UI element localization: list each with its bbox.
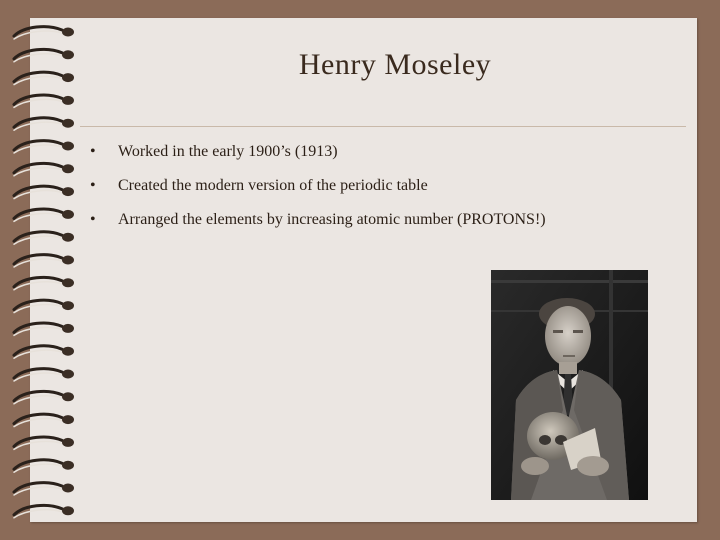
binding-ring: [14, 369, 74, 381]
bullet-text: Created the modern version of the periodic table: [118, 177, 428, 194]
bullet-dot: •: [90, 177, 96, 194]
binding-ring: [14, 255, 74, 267]
binding-ring: [14, 186, 74, 198]
bullet-item: [90, 172, 690, 206]
binding-ring: [14, 49, 74, 61]
binding-ring: [14, 414, 74, 426]
bullet-dot: •: [90, 211, 96, 228]
binding-ring: [14, 505, 74, 517]
bullet-dot: •: [90, 143, 96, 160]
bullet-text: Worked in the early 1900’s (1913): [118, 143, 338, 160]
bullet-text: Arranged the elements by increasing atomic number (PROTONS!): [118, 211, 546, 228]
spiral-binding: [0, 18, 80, 522]
binding-ring: [14, 163, 74, 175]
binding-ring: [14, 209, 74, 221]
binding-ring: [14, 141, 74, 153]
binding-ring: [14, 27, 74, 39]
binding-ring: [14, 72, 74, 84]
bullet-item: [90, 138, 690, 172]
binding-ring: [14, 437, 74, 449]
binding-ring: [14, 483, 74, 495]
binding-ring: [14, 346, 74, 358]
binding-ring: [14, 95, 74, 107]
slide-title: Henry Moseley: [298, 48, 492, 81]
portrait-photo: [491, 270, 648, 500]
bullet-list: [90, 138, 690, 240]
binding-ring: [14, 232, 74, 244]
binding-ring: [14, 300, 74, 312]
portrait-illustration: [491, 270, 648, 500]
binding-ring: [14, 118, 74, 130]
bullet-item: [90, 206, 690, 240]
binding-ring: [14, 391, 74, 403]
title-divider: [80, 126, 686, 127]
binding-ring: [14, 277, 74, 289]
binding-ring: [14, 460, 74, 472]
binding-ring: [14, 323, 74, 335]
